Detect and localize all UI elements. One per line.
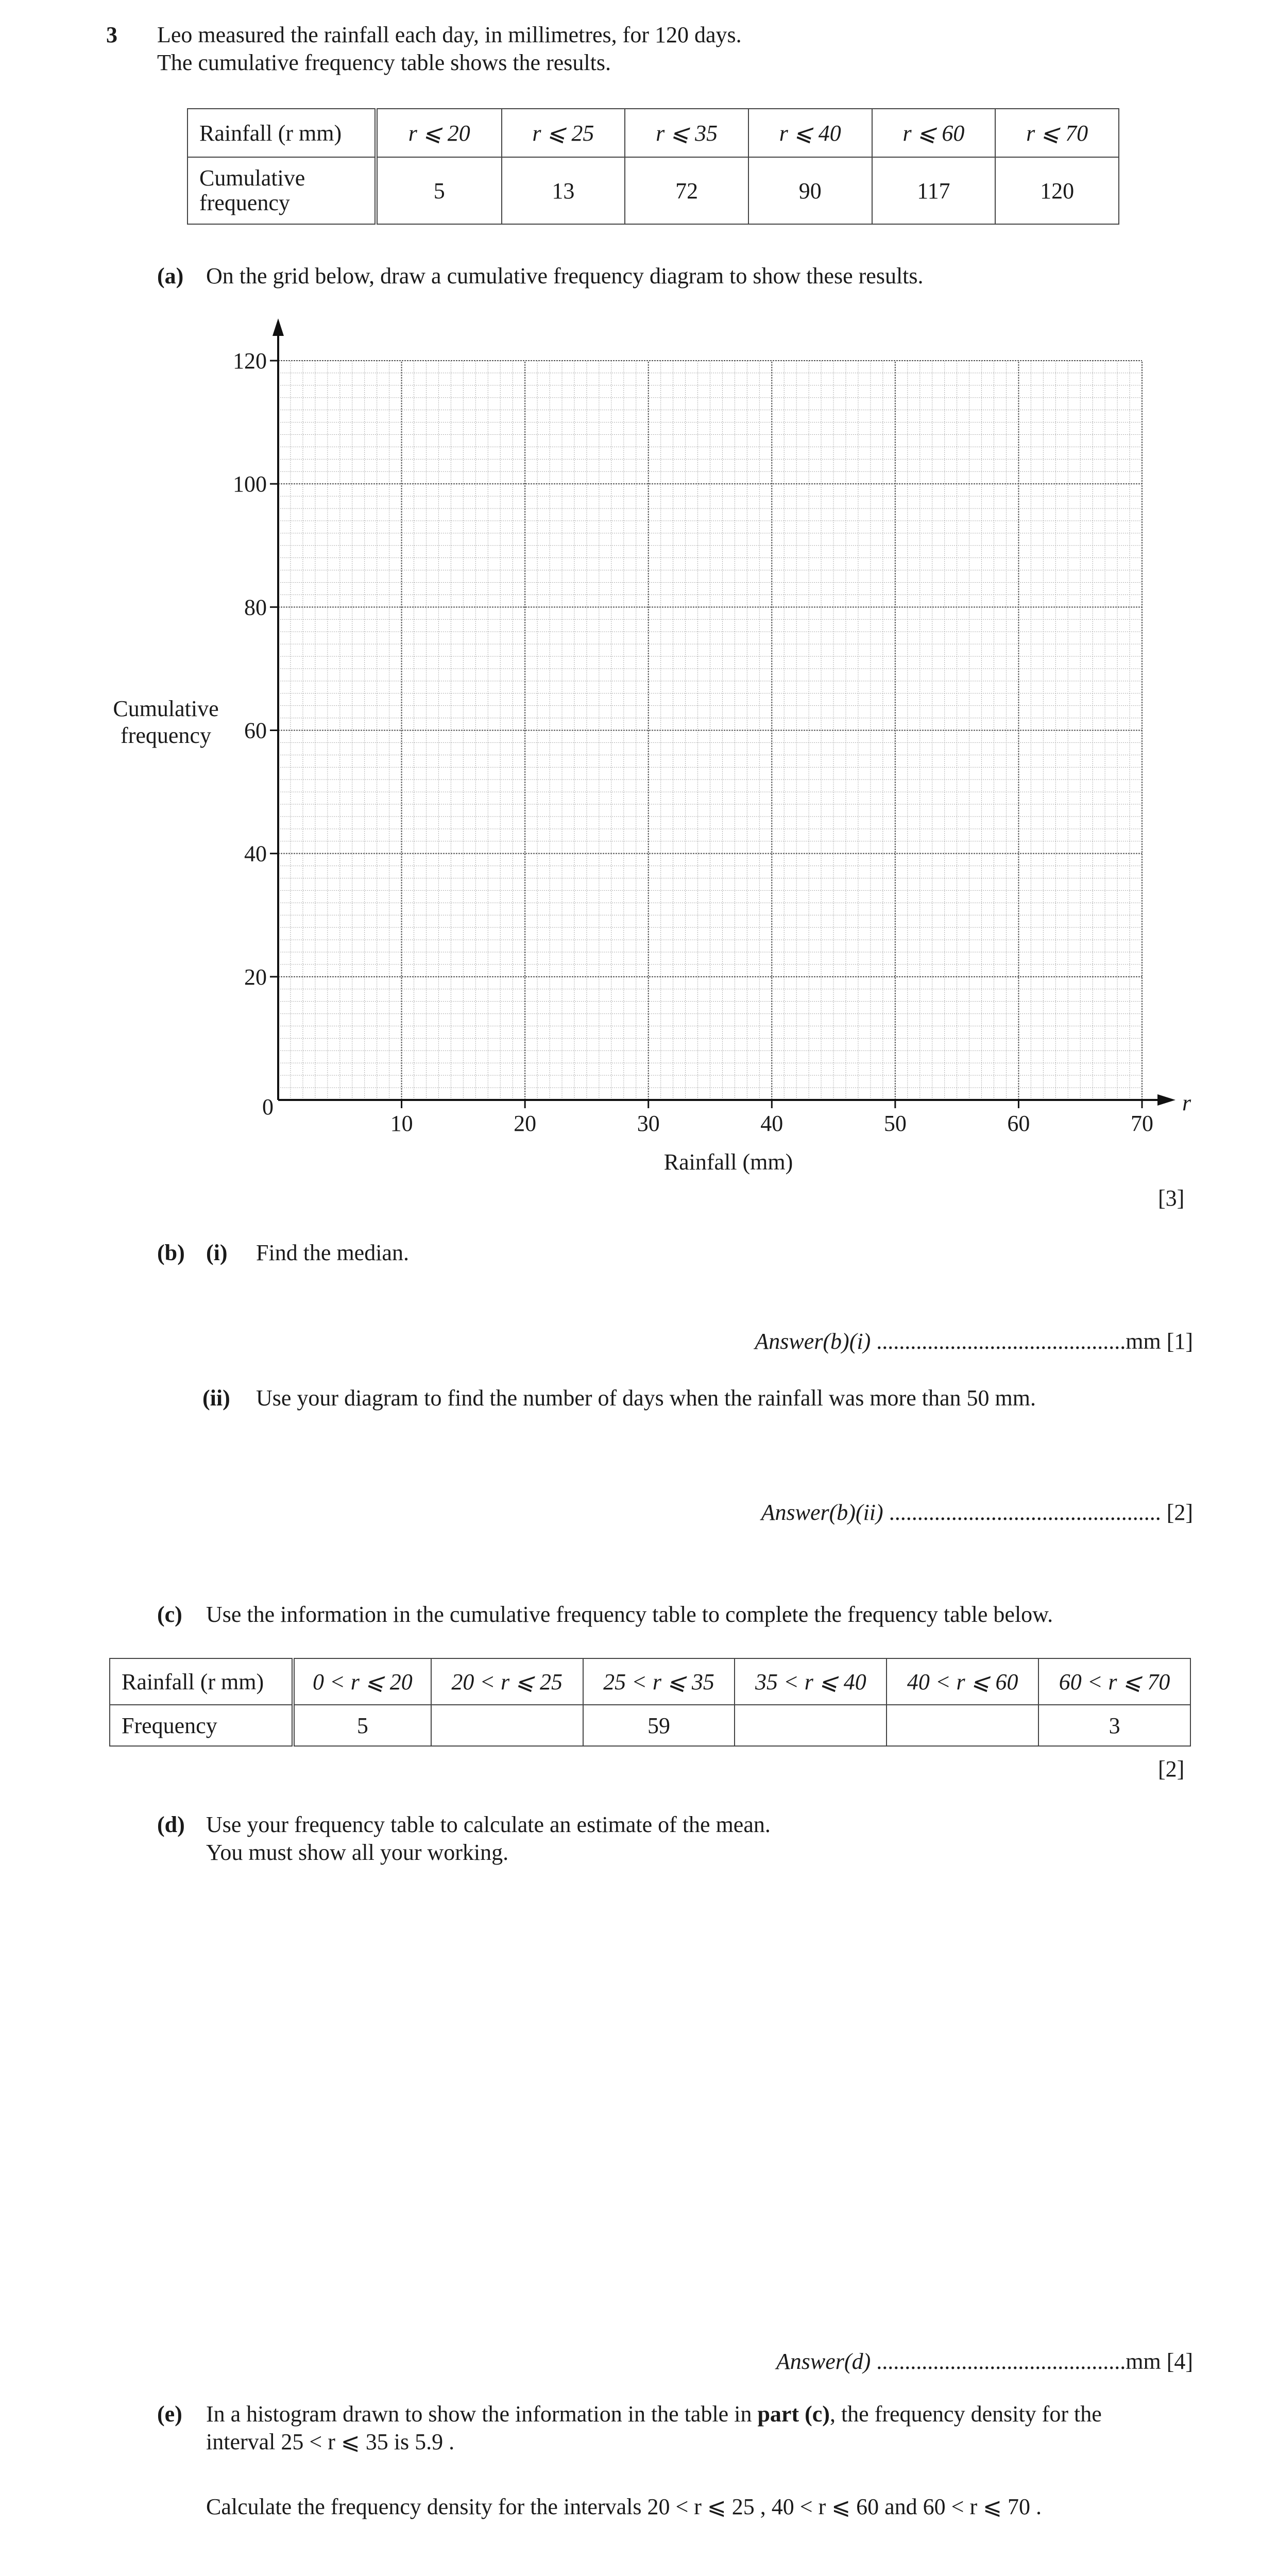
freq-table-cell-input[interactable] [431,1705,583,1746]
freq-table-cell: 3 [1038,1705,1190,1746]
part-e-text-b: , the frequency density for the [829,2401,1102,2427]
x-tick-label: 0 [262,1094,274,1120]
y-tick-label: 120 [233,348,267,374]
x-tick-label: 50 [883,1111,907,1136]
part-b-label: (b) [157,1240,185,1265]
answer-d-field[interactable]: ............................................ [876,2349,1126,2374]
answer-b-i-unit: mm [1126,1329,1161,1354]
cf-table-value: 120 [995,157,1119,224]
answer-b-ii-field[interactable]: ................................................ [889,1500,1161,1525]
cf-table-value: 72 [625,157,748,224]
part-c-marks: [2] [1158,1756,1185,1782]
x-tick-label: 30 [637,1111,660,1136]
y-tick-label: 80 [244,595,267,620]
chart-ylabel: Cumulative [113,696,219,721]
cumulative-frequency-table [187,108,1119,225]
frequency-table [109,1658,1191,1747]
answer-b-ii-marks: [2] [1166,1500,1193,1525]
chart-x-axis-symbol: r [1182,1090,1191,1115]
chart-axes [272,318,1175,1106]
answer-b-i-field[interactable]: ............................................ [876,1329,1126,1354]
freq-table-cell: 59 [583,1705,735,1746]
part-b-ii-text: Use your diagram to find the number of days when the rainfall was more than 50 mm. [256,1385,1036,1411]
part-c-text: Use the information in the cumulative frequency table to complete the frequency table below. [206,1602,1053,1627]
cf-table-class: r ⩽ 20 [376,109,502,157]
cf-table-class: r ⩽ 70 [995,109,1119,157]
chart-ticks [233,348,1153,1136]
part-b-ii-label: (ii) [202,1385,230,1411]
freq-table-header-rainfall: Rainfall (r mm) [110,1658,293,1705]
part-d-text-line1: Use your frequency table to calculate an estimate of the mean. [206,1812,771,1837]
question-intro-line1: Leo measured the rainfall each day, in millimetres, for 120 days. [157,22,742,47]
freq-table-class: 20 < r ⩽ 25 [431,1658,583,1705]
x-tick-label: 70 [1131,1111,1153,1136]
part-e-text-a: In a histogram drawn to show the information in the table in [206,2401,758,2427]
part-d-label: (d) [157,1812,185,1837]
part-e-text-line3: Calculate the frequency density for the intervals 20 < r ⩽ 25 , 40 < r ⩽ 60 and 60 < r ⩽ 70 . [206,2494,1042,2519]
answer-b-i-label: Answer(b)(i) [755,1329,871,1354]
cf-header-line1: Cumulative [199,165,305,191]
cf-header-line2: frequency [199,190,290,215]
answer-d-unit: mm [1126,2349,1161,2374]
freq-table-header-frequency: Frequency [110,1705,293,1746]
freq-table-cell: 5 [293,1705,431,1746]
question-number: 3 [106,22,117,47]
part-a-text: On the grid below, draw a cumulative frequency diagram to show these results. [206,263,924,289]
part-e-label: (e) [157,2401,182,2427]
freq-table-class: 25 < r ⩽ 35 [583,1658,735,1705]
freq-table-class: 40 < r ⩽ 60 [887,1658,1038,1705]
part-e-text-bold: part (c) [757,2401,830,2427]
cf-table-value: 117 [872,157,996,224]
answer-d-row [776,2348,1193,2376]
cf-table-class: r ⩽ 35 [625,109,748,157]
cf-table-class: r ⩽ 40 [748,109,872,157]
x-tick-label: 60 [1007,1111,1030,1136]
y-tick-label: 20 [244,964,267,990]
part-e-text-line1 [206,2401,1102,2428]
question-intro-line2: The cumulative frequency table shows the results. [157,50,611,75]
freq-table-cell-input[interactable] [887,1705,1038,1746]
x-tick-label: 10 [390,1111,413,1136]
part-e-text-line2: interval 25 < r ⩽ 35 is 5.9 . [206,2429,455,2454]
chart-xlabel: Rainfall (mm) [663,1149,793,1175]
part-c-label: (c) [157,1602,182,1627]
cf-table-value: 5 [376,157,502,224]
answer-b-i-marks: [1] [1166,1329,1193,1354]
freq-table-class: 0 < r ⩽ 20 [293,1658,431,1705]
chart-ylabel: frequency [121,723,211,748]
answer-b-ii-row [761,1499,1193,1527]
freq-table-cell-input[interactable] [735,1705,887,1746]
y-tick-label: 100 [233,471,267,497]
cf-table-header-rainfall: Rainfall (r mm) [188,109,376,157]
cf-table-value: 13 [502,157,625,224]
part-a-label: (a) [157,263,184,289]
part-d-text-line2: You must show all your working. [206,1840,509,1865]
y-axis-arrow [272,318,284,336]
freq-table-class: 60 < r ⩽ 70 [1038,1658,1190,1705]
answer-b-i-row [755,1328,1193,1355]
part-b-i-text: Find the median. [256,1240,409,1265]
answer-d-label: Answer(d) [776,2349,871,2374]
answer-d-marks: [4] [1166,2349,1193,2374]
answer-b-ii-label: Answer(b)(ii) [761,1500,883,1525]
freq-table-class: 35 < r ⩽ 40 [735,1658,887,1705]
cf-table-value: 90 [748,157,872,224]
x-tick-label: 40 [760,1111,783,1136]
y-tick-label: 60 [244,718,267,743]
y-tick-label: 40 [244,841,267,867]
x-tick-label: 20 [514,1111,537,1136]
cf-table-header-frequency [188,157,376,224]
cumulative-frequency-grid[interactable] [0,299,1278,1200]
part-a-marks: [3] [1158,1185,1185,1211]
part-b-i-label: (i) [206,1240,228,1265]
cf-table-class: r ⩽ 25 [502,109,625,157]
cf-table-class: r ⩽ 60 [872,109,996,157]
x-axis-arrow [1157,1094,1175,1106]
